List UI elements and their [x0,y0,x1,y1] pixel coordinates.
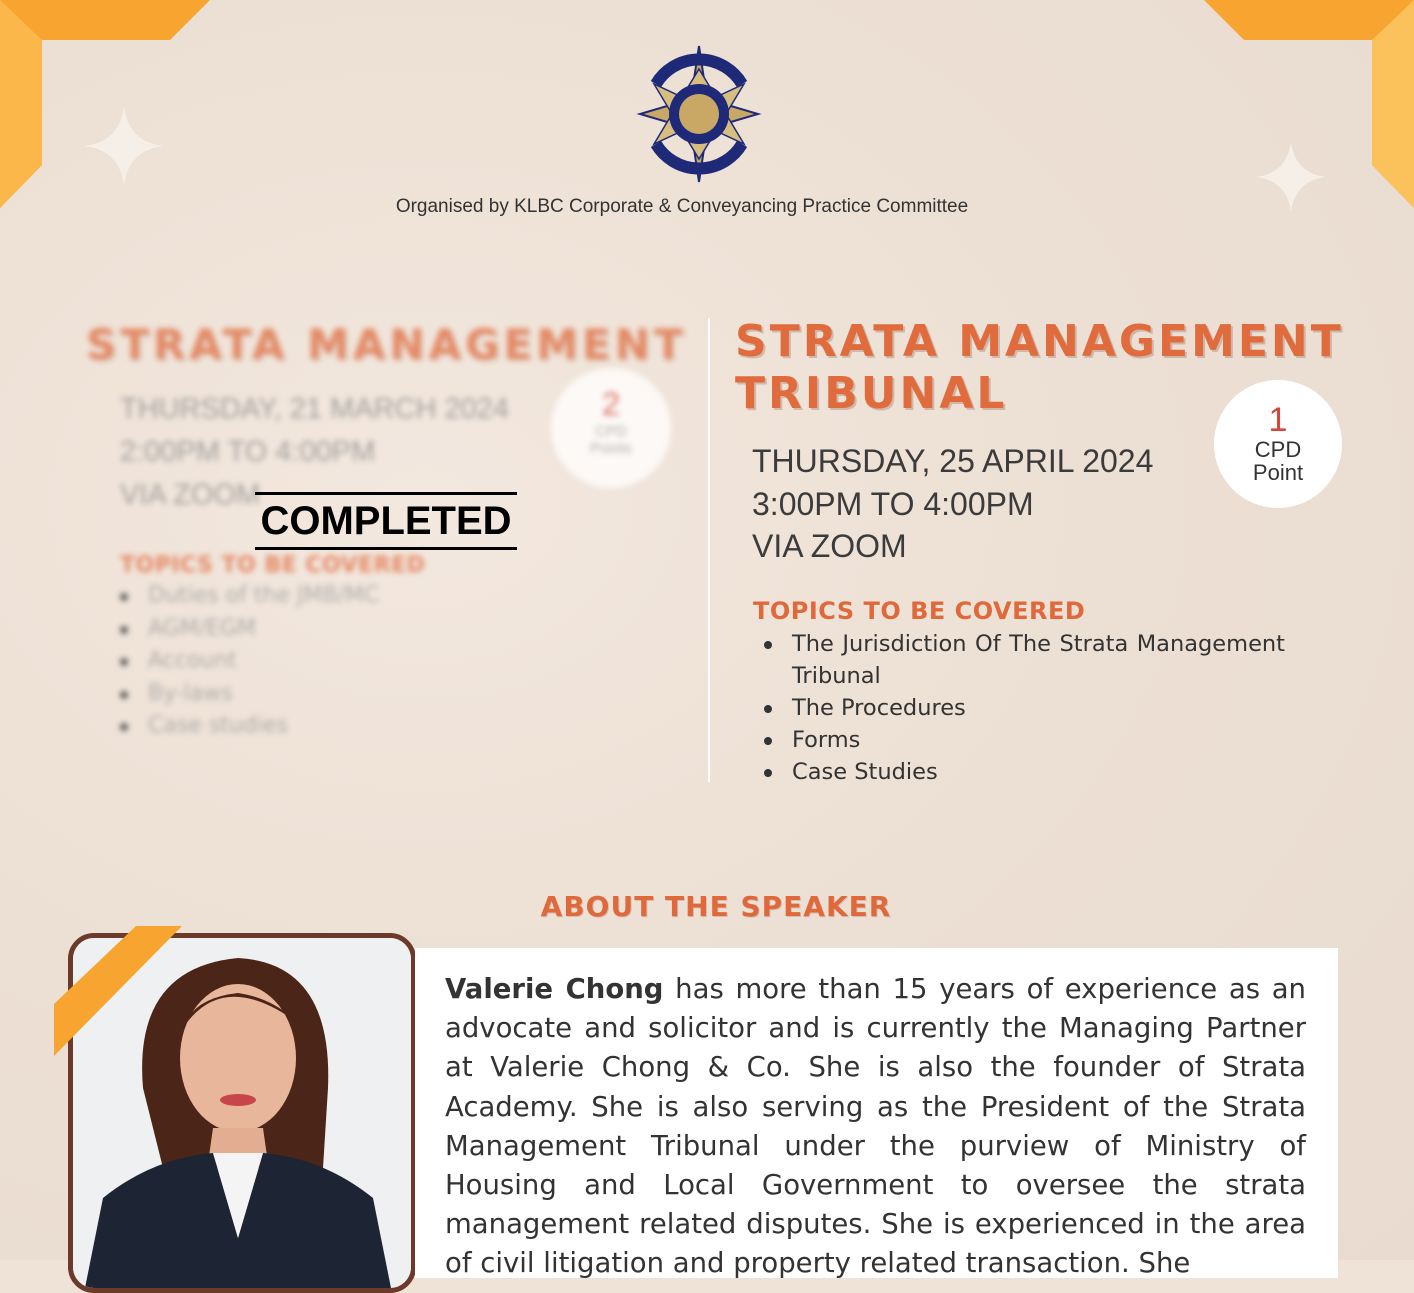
list-item: Forms [752,724,1285,756]
cpd-number: 1 [1268,401,1288,439]
cpd-label-point: Point [1252,460,1304,485]
past-topics-heading: TOPICS TO BE COVERED [120,553,426,578]
topics-heading: TOPICS TO BE COVERED [753,597,1086,625]
past-event-title: STRATA MANAGEMENT [86,320,687,369]
sparkle-icon [84,106,164,186]
list-item: The Procedures [752,692,1285,724]
list-item: Account [108,645,379,678]
bar-malaysia-logo [636,44,762,184]
about-speaker-heading: ABOUT THE SPEAKER [540,890,892,923]
cpd-label: CPD [1254,437,1302,462]
cpd-badge [1218,384,1338,504]
past-cpd-label: CPD Points [590,423,632,457]
speaker-bio-text: has more than 15 years of experience as an advocate and solicitor and is currently the Managing Partner at Valerie Chong & Co. She is also the founder of Strata Academy. She is also serving as the President of the Strata Management Tribunal under the purview of Ministry of Housing and Local Government to oversee the strata management related disputes. She is experienced in the area of civil litigation and property related transaction. She [445,973,1306,1280]
event-title-line1: STRATA MANAGEMENT [735,316,1344,367]
event-time: 3:00PM TO 4:00PM [752,485,1034,522]
past-topics-list [108,580,379,743]
photo-ribbon-decoration [50,926,190,1061]
past-cpd-number: 2 [602,386,620,422]
list-item: Case studies [108,710,379,743]
past-event-date: THURSDAY, 21 MARCH 2024 [120,393,509,425]
list-item: Case Studies [752,756,1285,788]
list-item: AGM/EGM [108,613,379,646]
topics-list [752,628,1285,788]
speaker-bio [415,948,1338,1278]
event-date: THURSDAY, 25 APRIL 2024 [752,443,1154,479]
speaker-name: Valerie Chong [445,973,664,1005]
event-details [752,440,1153,568]
past-event-time: 2:00PM TO 4:00PM [120,436,376,468]
list-item: Duties of the JMB/MC [108,580,379,613]
list-item: By-laws [108,678,379,711]
past-event-venue: VIA ZOOM [120,479,261,511]
organiser-text: Organised by KLBC Corporate & Conveyancing Practice Committee [395,196,969,217]
event-title-line2: TRIBUNAL [735,368,1008,419]
past-cpd-badge [555,372,667,484]
completed-stamp: COMPLETED [255,492,517,550]
event-venue: VIA ZOOM [752,528,907,564]
column-divider [708,318,710,782]
list-item: The Jurisdiction Of The Strata Management Tribunal [752,628,1285,692]
